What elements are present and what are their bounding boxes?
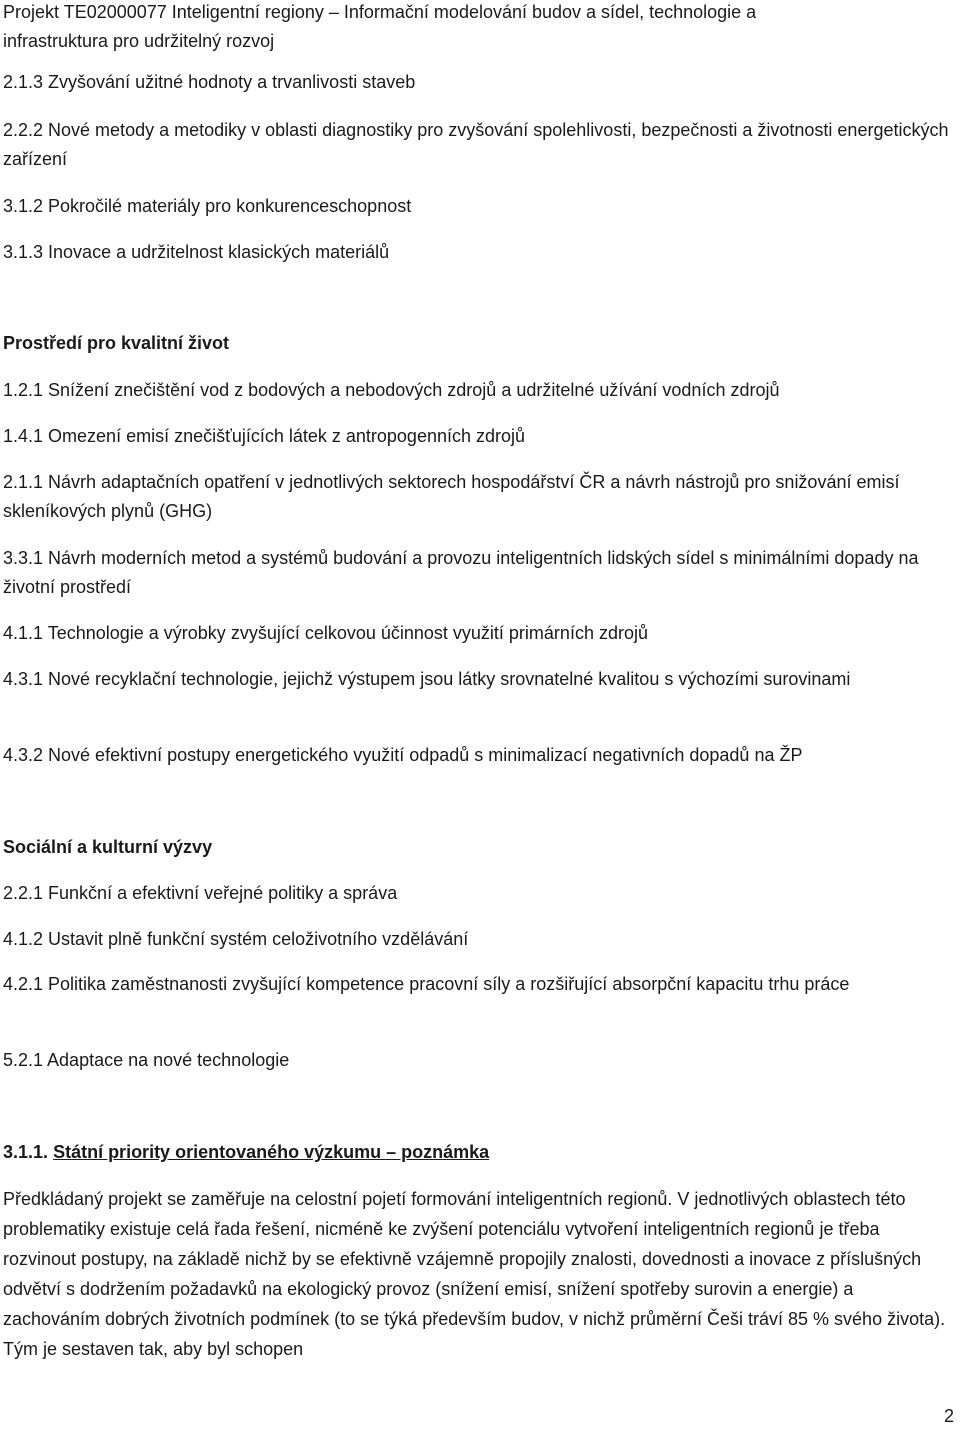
social-item-4-2-1: 4.2.1 Politika zaměstnanosti zvyšující kompetence pracovní síly a rozšiřující absorpční kapacitu trhu práce [3,974,850,994]
social-item-4-1-2: 4.1.2 Ustavit plně funkční systém celoživotního vzdělávání [3,929,469,949]
section-heading-priorities [3,1138,953,1167]
priority-item-3-1-3: 3.1.3 Inovace a udržitelnost klasických materiálů [3,242,390,262]
project-header [3,0,953,56]
env-item-4-3-1: 4.3.1 Nové recyklační technologie, jejichž výstupem jsou látky srovnatelné kvalitou s výchozími surovinami [3,669,851,689]
priority-item-2-1-3: 2.1.3 Zvyšování užitné hodnoty a trvanlivosti staveb [3,72,416,92]
project-title-line-2: infrastruktura pro udržitelný rozvoj [3,31,275,51]
env-item-4-3-2: 4.3.2 Nové efektivní postupy energetického využití odpadů s minimalizací negativních dopadů na ŽP [3,745,803,765]
section-heading-social: Sociální a kulturní výzvy [3,837,213,857]
env-item-2-1-1: 2.1.1 Návrh adaptačních opatření v jednotlivých sektorech hospodářství ČR a návrh nástrojů pro snižování emisí skleníkových plynů (GHG) [3,472,900,521]
social-item-2-2-1: 2.2.1 Funkční a efektivní veřejné politiky a správa [3,883,398,903]
project-title-line-1: Projekt TE02000077 Inteligentní regiony – Informační modelování budov a sídel, technologie a [3,2,757,22]
env-item-1-4-1: 1.4.1 Omezení emisí znečišťujících látek z antropogenních zdrojů [3,426,526,446]
priorities-title: Státní priority orientovaného výzkumu – poznámka [53,1142,490,1162]
priorities-paragraph: Předkládaný projekt se zaměřuje na celostní pojetí formování inteligentních regionů. V jednotlivých oblastech této problematiky existuje celá řada řešení, nicméně ke zvýšení potenciálu vytvoření inteligentních regionů je třeba rozvinout postupy, na základě nichž by se efektivně vzájemně propojily znalosti, dovednosti a inovace z příslušných odvětví s dodržením požadavků na ekologický provoz (snížení emisí, snížení spotřeby surovin a energie) a zachováním dobrých životních podmínek (to se týká především budov, v nichž průměrní Češi tráví 85 % svého života). Tým je sestaven tak, aby byl schopen [3,1189,946,1359]
priorities-number: 3.1.1. [3,1142,49,1162]
env-item-4-1-1: 4.1.1 Technologie a výrobky zvyšující celkovou účinnost využití primárních zdrojů [3,623,648,643]
section-heading-environment: Prostředí pro kvalitní život [3,333,230,353]
priority-item-2-2-2: 2.2.2 Nové metody a metodiky v oblasti diagnostiky pro zvyšování spolehlivosti, bezpečnosti a životnosti energetických zařízení [3,120,949,169]
page-number: 2 [943,1406,954,1426]
env-item-3-3-1: 3.3.1 Návrh moderních metod a systémů budování a provozu inteligentních lidských sídel s minimálními dopady na životní prostředí [3,548,919,597]
social-item-5-2-1: 5.2.1 Adaptace na nové technologie [3,1050,290,1070]
env-item-1-2-1: 1.2.1 Snížení znečištění vod z bodových a nebodových zdrojů a udržitelné užívání vodních zdrojů [3,380,780,400]
priority-item-3-1-2: 3.1.2 Pokročilé materiály pro konkurenceschopnost [3,196,412,216]
